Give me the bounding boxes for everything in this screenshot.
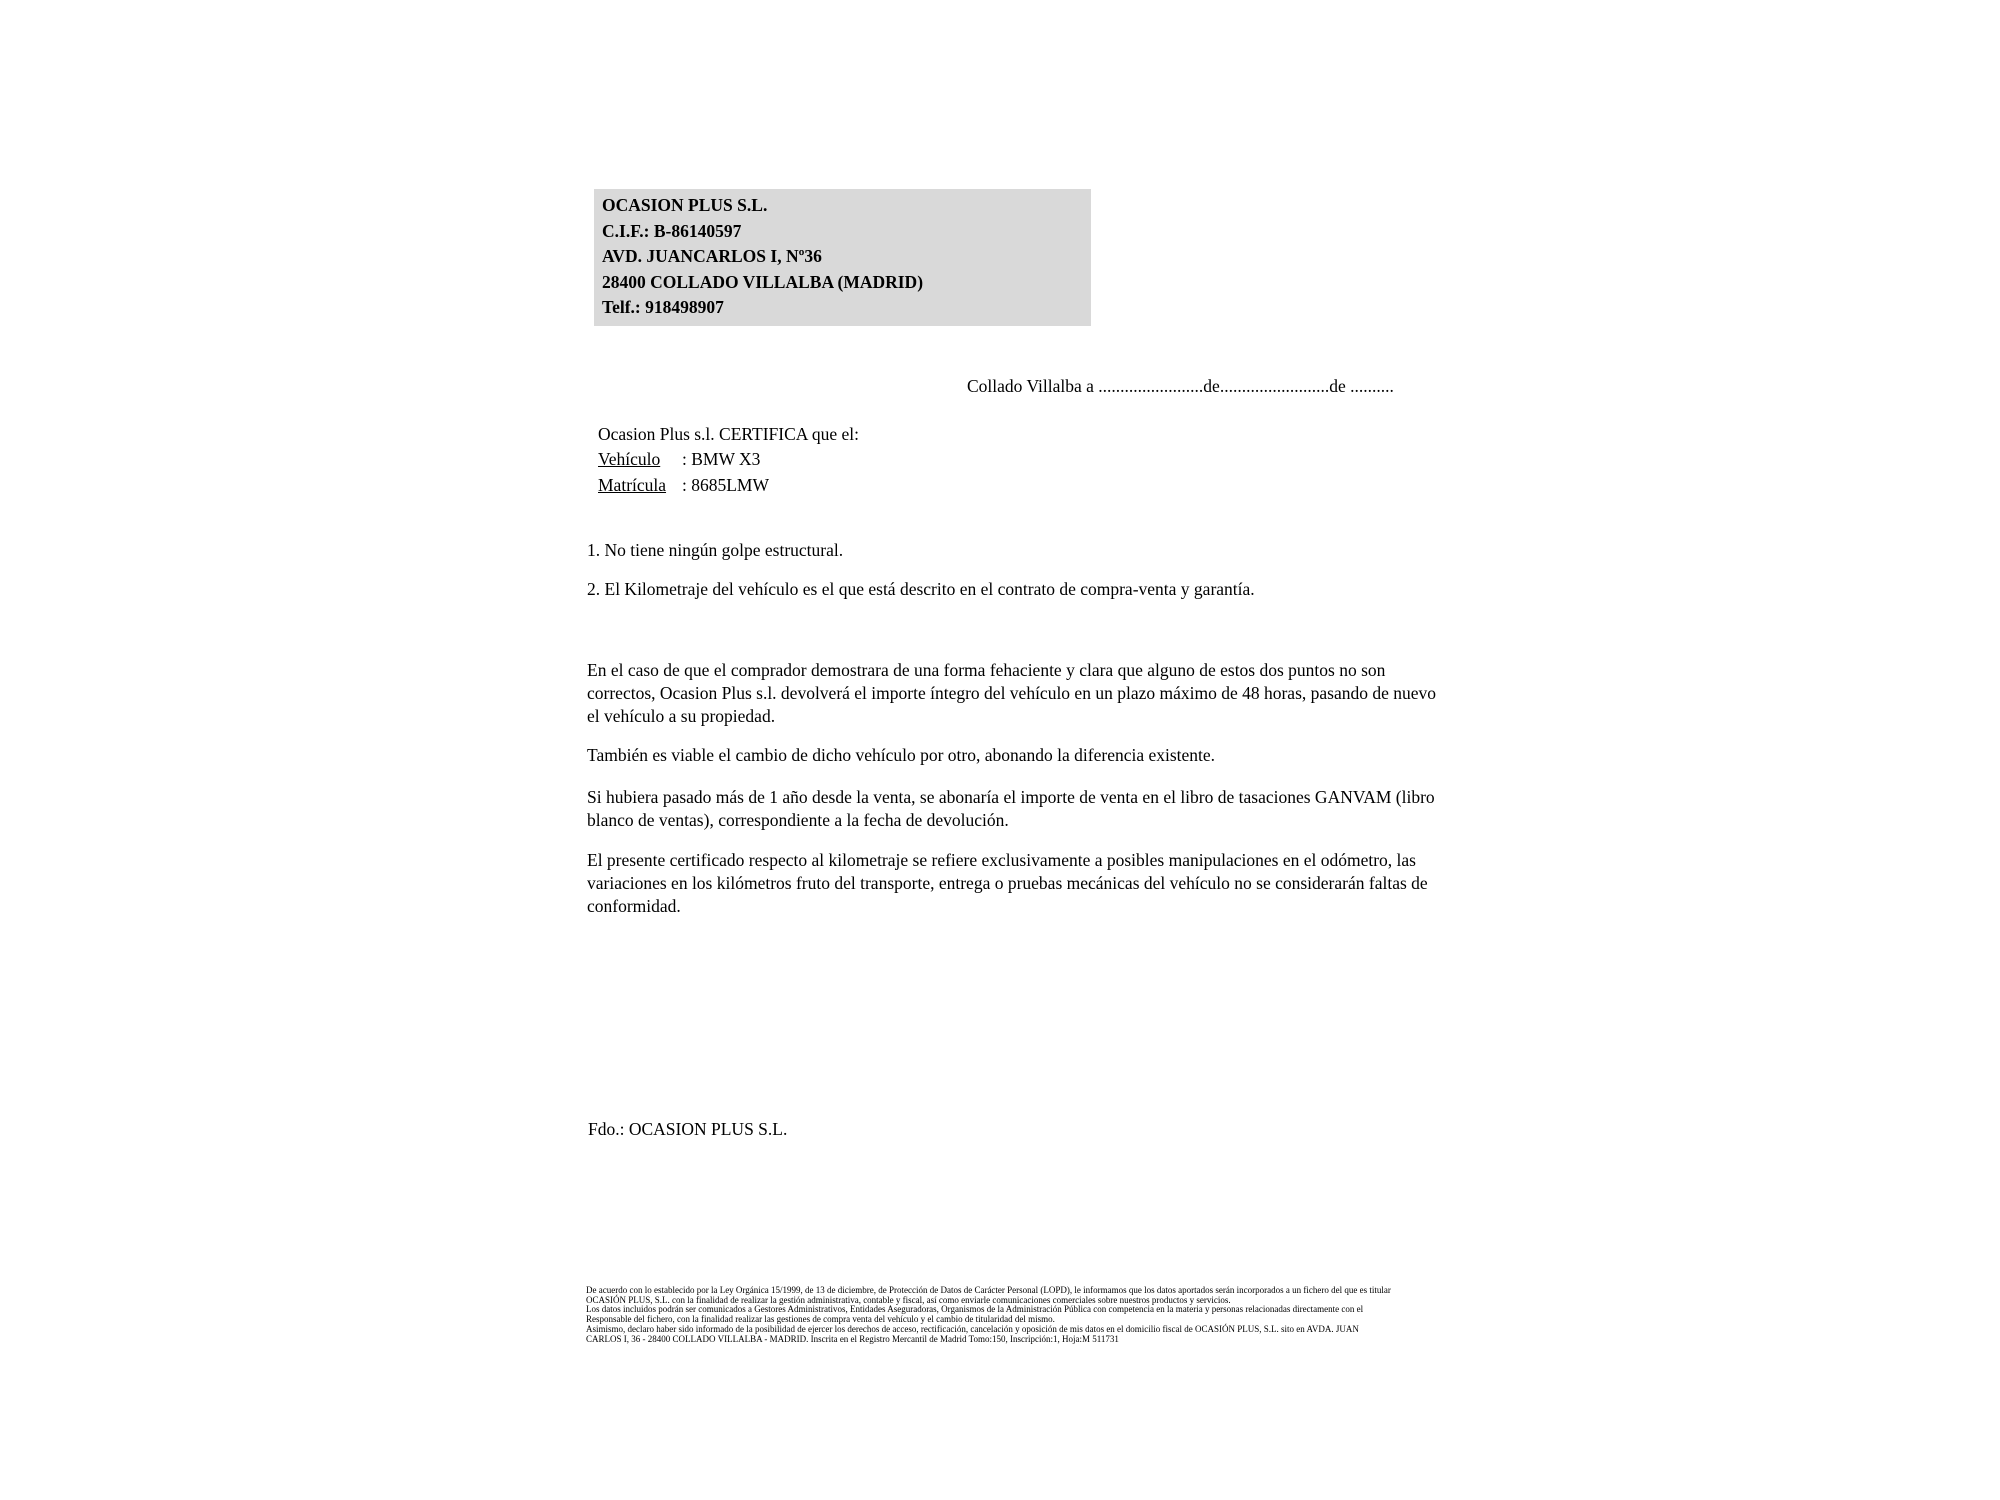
legal-line-1: De acuerdo con lo establecido por la Ley Orgánica 15/1999, de 13 de diciembre, de Protección de Datos de Carácter Personal (LOPD), le informamos que los datos aportados serán incorporados a un fichero del que es titular xyxy=(586,1285,1391,1295)
vehicle-value: : BMW X3 xyxy=(682,449,761,470)
date-line: Collado Villalba a ........................de.........................de .......... xyxy=(967,376,1394,396)
legal-line-6: CARLOS I, 36 - 28400 COLLADO VILLALBA - MADRID. Inscrita en el Registro Mercantil de Madrid Tomo:150, Inscripción:1, Hoja:M 511731 xyxy=(586,1333,1119,1344)
vehicle-label: Vehículo xyxy=(598,449,661,470)
company-cif: C.I.F.: B-86140597 xyxy=(602,220,742,241)
paragraph-vehicle-exchange: También es viable el cambio de dicho vehículo por otro, abonando la diferencia existente. xyxy=(587,745,1216,765)
plate-value: : 8685LMW xyxy=(682,474,770,495)
company-address: AVD. JUANCARLOS I, Nº36 xyxy=(602,246,822,267)
legal-line-3: Los datos incluidos podrán ser comunicados a Gestores Administrativos, Entidades Aseguradoras, Organismos de la Administración Pública con competencia en la materia y personas relacionadas directamente con el xyxy=(586,1304,1364,1315)
legal-footer xyxy=(586,1286,1391,1344)
plate-label: Matrícula xyxy=(598,474,667,495)
company-header-box xyxy=(594,189,1091,326)
signature-line: Fdo.: OCASION PLUS S.L. xyxy=(588,1119,788,1139)
legal-line-5: Asimismo, declaro haber sido informado de la posibilidad de ejercer los derechos de acceso, rectificación, cancelación y oposición de mis datos en el domicilio fiscal de OCASIÓN PLUS, S.L. sito en AVDA. JUAN xyxy=(586,1323,1359,1334)
plate-row xyxy=(598,473,859,498)
company-city: 28400 COLLADO VILLALBA (MADRID) xyxy=(602,271,924,292)
certification-intro: Ocasion Plus s.l. CERTIFICA que el: xyxy=(598,424,859,444)
paragraph-ganvam: Si hubiera pasado más de 1 año desde la venta, se abonaría el importe de venta en el libro de tasaciones GANVAM (libro blanco de ventas), correspondiente a la fecha de devolución. xyxy=(587,787,1435,830)
vehicle-row xyxy=(598,447,859,472)
numbered-point-2: 2. El Kilometraje del vehículo es el que está descrito en el contrato de compra-venta y garantía. xyxy=(587,579,1255,599)
certification-block xyxy=(598,422,859,498)
company-phone: Telf.: 918498907 xyxy=(602,297,724,318)
company-name: OCASION PLUS S.L. xyxy=(602,195,768,215)
legal-line-2: OCASIÓN PLUS, S.L. con la finalidad de realizar la gestión administrativa, contable y fiscal, así como enviarle comunicaciones comerciales sobre nuestros productos y servicios. xyxy=(586,1294,1231,1305)
numbered-point-1: 1. No tiene ningún golpe estructural. xyxy=(587,540,844,560)
paragraph-refund-guarantee: En el caso de que el comprador demostrara de una forma fehaciente y clara que alguno de estos dos puntos no son correctos, Ocasion Plus s.l. devolverá el importe íntegro del vehículo en un plazo máximo de 48 horas, pasando de nuevo el vehículo a su propiedad. xyxy=(587,660,1437,726)
paragraph-odometer: El presente certificado respecto al kilometraje se refiere exclusivamente a posibles manipulaciones en el odómetro, las variaciones en los kilómetros fruto del transporte, entrega o pruebas mecánicas del vehículo no se considerarán faltas de conformidad. xyxy=(587,850,1428,916)
legal-line-4: Responsable del fichero, con la finalidad realizar las gestiones de compra venta del vehículo y el cambio de titularidad del mismo. xyxy=(586,1314,1055,1325)
